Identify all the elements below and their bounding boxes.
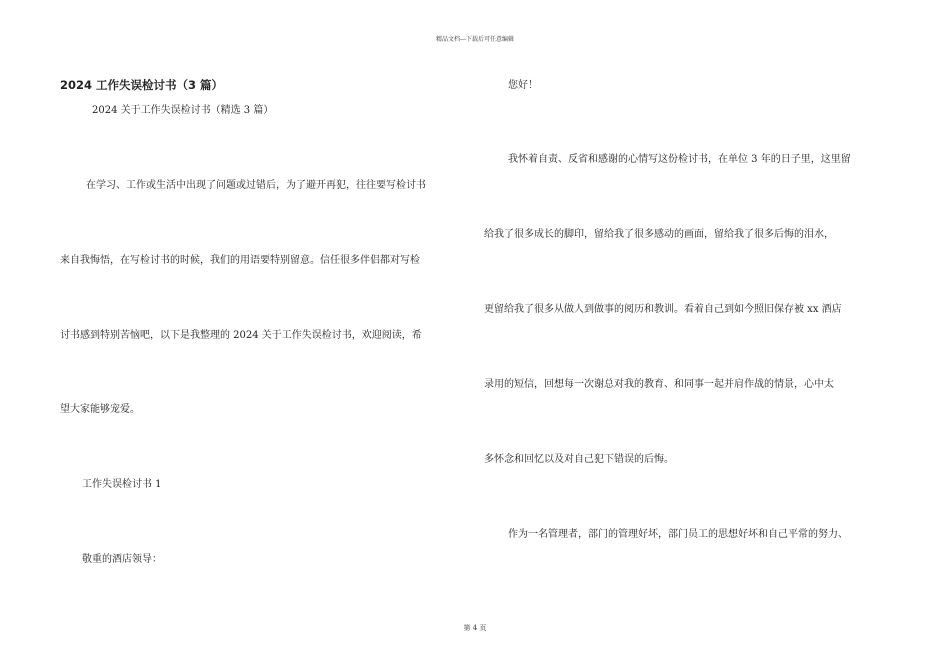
intro-line-3: 讨书感到特别苦恼吧，以下是我整理的 2024 关于工作失误检讨书，欢迎阅读，希 bbox=[60, 330, 422, 341]
page-number: 第 4 页 bbox=[463, 624, 487, 632]
intro-line-2: 来自我悔悟，在写检讨书的时候，我们的用语要特别留意。信任很多伴侣都对写检 bbox=[60, 255, 420, 266]
paragraph1-line-1: 我怀着自责、反省和感谢的心情写这份检讨书，在单位 3 年的日子里，这里留 bbox=[508, 154, 851, 165]
salutation: 敬重的酒店领导： bbox=[82, 554, 162, 565]
paragraph1-line-2: 给我了很多成长的脚印，留给我了很多感动的画面，留给我了很多后悔的泪水， bbox=[484, 229, 834, 240]
paragraph1-line-5: 多怀念和回忆以及对自己犯下错误的后悔。 bbox=[484, 454, 674, 465]
document-title: 2024 工作失误检讨书（3 篇） bbox=[60, 78, 224, 92]
greeting: 您好！ bbox=[508, 80, 538, 91]
paragraph1-line-3: 更留给我了很多从做人到做事的阅历和教训。看着自己到如今照旧保存被 xx 酒店 bbox=[484, 304, 842, 315]
paragraph2-line-1: 作为一名管理者，部门的管理好坏，部门员工的思想好坏和自己平常的努力、 bbox=[508, 529, 848, 540]
header-note: 精品文档---下载后可任意编辑 bbox=[435, 36, 515, 43]
section-heading: 工作失误检讨书 1 bbox=[82, 479, 162, 490]
intro-line-1: 在学习、工作或生活中出现了问题或过错后，为了避开再犯，往往要写检讨书 bbox=[86, 180, 426, 191]
paragraph1-line-4: 录用的短信，回想每一次谢总对我的教育、和同事一起并肩作战的情景，心中太 bbox=[484, 379, 834, 390]
document-subtitle: 2024 关于工作失误检讨书（精选 3 篇） bbox=[92, 105, 274, 116]
intro-line-4: 望大家能够宠爱。 bbox=[60, 404, 140, 415]
